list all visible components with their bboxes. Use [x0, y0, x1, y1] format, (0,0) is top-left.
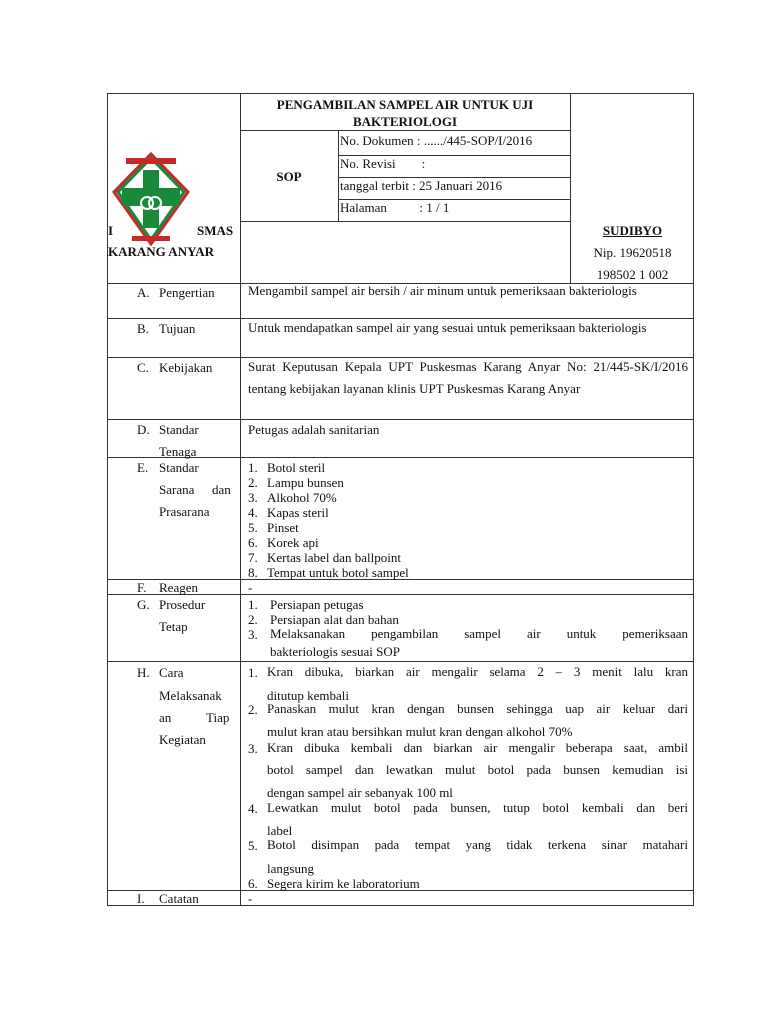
- h-item-text: Segera kirim ke laboratorium: [267, 876, 420, 891]
- doc-number: No. Dokumen : ....../445-SOP/I/2016: [340, 133, 533, 148]
- section-b-label: Tujuan: [159, 321, 196, 336]
- h-item-num: 2.: [248, 702, 258, 717]
- h-item-text-line2: botol sampel dan lewatkan mulut botol pada bunsen kemudian isi: [267, 762, 688, 777]
- org-name-line1-left: I: [108, 223, 114, 238]
- h-item-text-line1: Kran dibuka, biarkan air mengalir selama 2 – 3 menit lalu kran: [267, 664, 688, 679]
- section-d-content: Petugas adalah sanitarian: [248, 422, 380, 437]
- section-c-letter: C.: [137, 360, 149, 375]
- e-item-text: Alkohol 70%: [267, 490, 337, 505]
- table-left-border: [107, 93, 108, 906]
- g-item-text: Persiapan petugas: [270, 597, 364, 612]
- e-item-text: Botol steril: [267, 460, 326, 475]
- section-e-label-line2a: Sarana: [159, 482, 195, 497]
- header-col-divider-2: [570, 93, 571, 283]
- h-item-text-line1: Lewatkan mulut botol pada bunsen, tutup botol kembali dan beri: [267, 800, 688, 815]
- section-i-content: -: [248, 891, 253, 906]
- h-item-text-line2: ditutup kembali: [267, 688, 349, 703]
- doc-title-line1: PENGAMBILAN SAMPEL AIR UNTUK UJI: [276, 97, 534, 112]
- section-g-letter: G.: [137, 597, 150, 612]
- e-item-num: 3.: [248, 490, 258, 505]
- section-a-label: Pengertian: [159, 285, 215, 300]
- section-h-label-line3a: an: [159, 710, 172, 725]
- section-f-content: -: [248, 580, 253, 595]
- section-i-label: Catatan: [159, 891, 199, 906]
- section-g-label-line1: Prosedur: [159, 597, 206, 612]
- section-g-label-line2: Tetap: [159, 619, 188, 634]
- org-name-line1-right: SMAS: [197, 223, 234, 238]
- e-item-text: Tempat untuk botol sampel: [267, 565, 409, 580]
- e-item-num: 4.: [248, 505, 258, 520]
- section-e-label-line3: Prasarana: [159, 504, 210, 519]
- h-item-text-line2: label: [267, 823, 293, 838]
- section-a-letter: A.: [137, 285, 150, 300]
- g-item-text-line2: bakteriologis sesuai SOP: [270, 644, 400, 659]
- e-item-num: 8.: [248, 565, 258, 580]
- e-item-text: Kertas label dan ballpoint: [267, 550, 401, 565]
- section-f-label: Reagen: [159, 580, 198, 595]
- section-b-content: Untuk mendapatkan sampel air yang sesuai untuk pemeriksaan bakteriologis: [248, 320, 647, 335]
- h-item-num: 1.: [248, 665, 258, 680]
- signer-nip-line1: Nip. 19620518: [593, 245, 672, 260]
- title-bottom-border: [240, 130, 570, 131]
- g-item-num: 3.: [248, 627, 258, 642]
- row-border-c: [107, 419, 694, 420]
- h-item-num: 6.: [248, 876, 258, 891]
- table-right-border: [693, 93, 694, 906]
- section-e-label-line1: Standar: [159, 460, 199, 475]
- g-item-num: 1.: [248, 597, 258, 612]
- section-c-label: Kebijakan: [159, 360, 213, 375]
- e-item-text: Kapas steril: [267, 505, 329, 520]
- h-item-text-line1: Panaskan mulut kran dengan bunsen sehingga uap air keluar dari: [267, 701, 688, 716]
- section-h-label-line4: Kegiatan: [159, 732, 206, 747]
- h-item-num: 5.: [248, 838, 258, 853]
- h-item-text-line3: dengan sampel air sebanyak 100 ml: [267, 785, 453, 800]
- doc-title-line2: BAKTERIOLOGI: [352, 114, 458, 129]
- sop-label: SOP: [276, 169, 302, 184]
- page-number: Halaman : 1 / 1: [340, 200, 450, 215]
- h-item-text-line1: Kran dibuka kembali dan biarkan air mengalir beberapa saat, ambil: [267, 740, 688, 755]
- h-item-num: 3.: [248, 741, 258, 756]
- e-item-num: 1.: [248, 460, 258, 475]
- e-item-text: Lampu bunsen: [267, 475, 344, 490]
- body-col-divider: [240, 283, 241, 906]
- h-item-num: 4.: [248, 801, 258, 816]
- section-d-letter: D.: [137, 422, 150, 437]
- section-e-letter: E.: [137, 460, 149, 475]
- revision-number: No. Revisi :: [340, 156, 426, 171]
- table-top-border: [107, 93, 694, 94]
- section-h-label-line3b: Tiap: [206, 710, 230, 725]
- e-item-text: Pinset: [267, 520, 299, 535]
- g-item-text: Persiapan alat dan bahan: [270, 612, 399, 627]
- g-item-num: 2.: [248, 612, 258, 627]
- section-e-label-line2b: dan: [212, 482, 231, 497]
- puskesmas-logo: [112, 152, 190, 246]
- section-d-label-line2: Tenaga: [159, 444, 197, 459]
- e-item-num: 2.: [248, 475, 258, 490]
- e-item-num: 6.: [248, 535, 258, 550]
- signer-nip-line2: 198502 1 002: [596, 267, 669, 282]
- section-d-label-line1: Standar: [159, 422, 199, 437]
- header-col-divider-3: [338, 130, 339, 221]
- org-name-line2: KARANG ANYAR: [108, 244, 215, 259]
- e-item-num: 7.: [248, 550, 258, 565]
- section-h-letter: H.: [137, 665, 150, 680]
- g-item-text-line1: Melaksanakan pengambilan sampel air untuk pemeriksaan: [270, 626, 688, 641]
- signer-name: SUDIBYO: [602, 223, 663, 238]
- h-item-text-line1: Botol disimpan pada tempat yang tidak terkena sinar matahari: [267, 837, 688, 852]
- e-item-num: 5.: [248, 520, 258, 535]
- issue-date: tanggal terbit : 25 Januari 2016: [340, 178, 503, 193]
- section-b-letter: B.: [137, 321, 149, 336]
- section-f-letter: F.: [137, 580, 147, 595]
- section-h-label-line1: Cara: [159, 665, 184, 680]
- e-item-text: Korek api: [267, 535, 319, 550]
- section-c-content: Surat Keputusan Kepala UPT Puskesmas Karang Anyar No: 21/445-SK/I/2016 tentang kebijakan layanan klinis UPT Puskesmas Karang Anyar: [248, 359, 688, 396]
- h-item-text-line2: mulut kran atau bersihkan mulut kran dengan alkohol 70%: [267, 724, 573, 739]
- section-h-label-line2: Melaksanak: [159, 688, 222, 703]
- section-a-content: Mengambil sampel air bersih / air minum untuk pemeriksaan bakteriologis: [248, 283, 637, 298]
- section-i-letter: I.: [137, 891, 145, 906]
- h-item-text-line2: langsung: [267, 861, 314, 876]
- sop-bottom-border: [240, 221, 570, 222]
